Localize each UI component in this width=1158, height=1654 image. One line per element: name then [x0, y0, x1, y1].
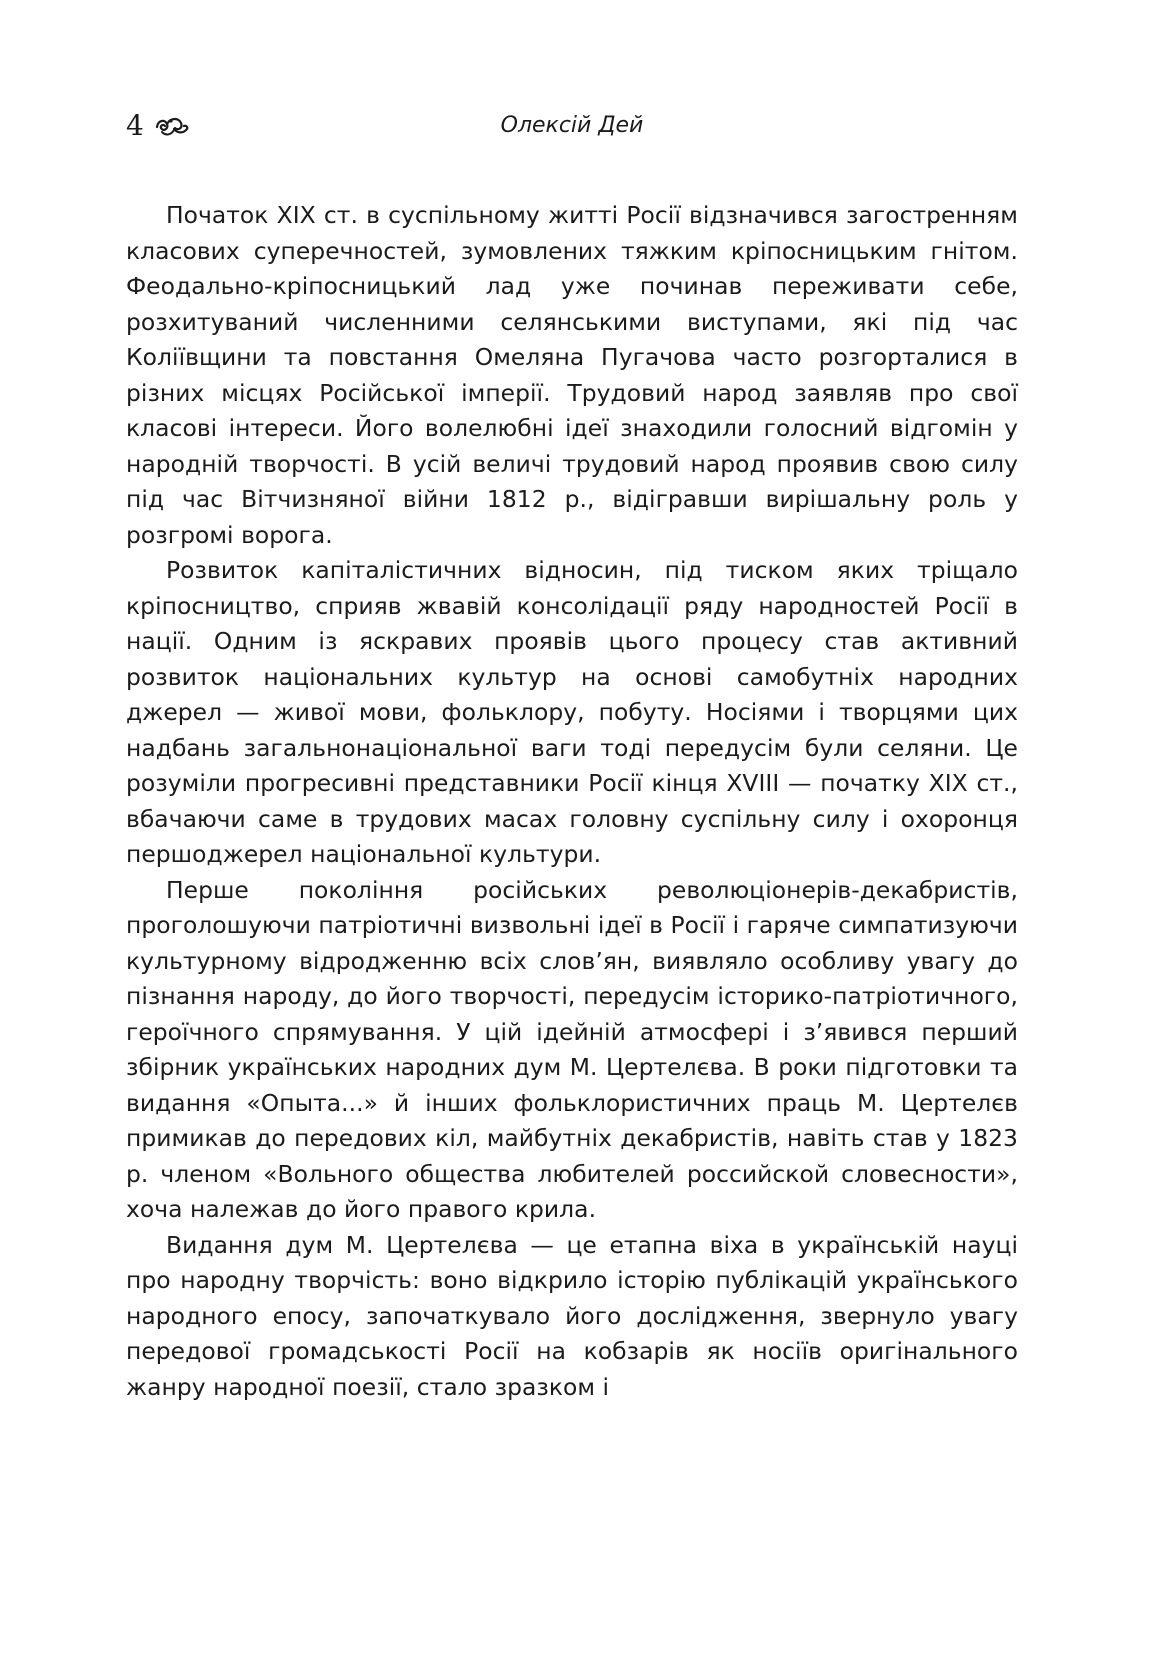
body-text: [126, 198, 1018, 1405]
paragraph: Перше покоління російських революціонерів-декабристів, проголошуючи патріотичні визвольні ідеї в Росії і гаряче симпатизуючи культурному відродженню всіх слов’ян, виявляло особливу увагу до пізнання народу, до його творчості, передусім історико-патріотичного, героїчного спрямування. У цій ідейній атмосфері і з’явився перший збірник українських народних дум М. Цертелєва. В роки підготовки та видання «Опыта...» й інших фольклористичних праць М. Цертелєв примикав до передових кіл, майбутніх декабристів, навіть став у 1823 р. членом «Вольного общества любителей российской словесности», хоча належав до його правого крила.: [126, 875, 1018, 1223]
page-number: 4: [126, 109, 144, 142]
page-header: [126, 106, 1018, 146]
paragraph: Початок XIX ст. в суспільному житті Росії відзначився загостренням класових суперечностей, зумовлених тяжким кріпосницьким гнітом. Феодально-кріпосницький лад уже починав переживати себе, розхитуваний численними селянськими виступами, які під час Коліївщини та повстання Омеляна Пугачова часто розгорталися в різних місцях Російської імперії. Трудовий народ заявляв про свої класові інтереси. Його волелюбні ідеї знаходили голосний відгомін у народній творчості. В усій величі трудовий народ проявив свою силу під час Вітчизняної війни 1812 р., відігравши вирішальну роль у розгромі ворога.: [126, 201, 1018, 549]
running-head-author: Олексій Дей: [500, 113, 644, 138]
paragraph: Видання дум М. Цертелєва — це етапна віха в українській науці про народну творчість: воно відкрило історію публікацій українського народного епосу, започаткувало його дослідження, звернуло увагу передової громадськості Росії на кобзарів як носіїв оригінального жанру народної поезії, стало зразком і: [126, 1230, 1018, 1401]
paragraph: Розвиток капіталістичних відносин, під тиском яких тріщало кріпосництво, сприяв жвавій консолідації ряду народностей Росії в нації. Одним із яскравих проявів цього процесу став активний розвиток національних культур на основі самобутніх народних джерел — живої мови, фольклору, побуту. Носіями і творцями цих надбань загальнонаціональної ваги тоді передусім були селяни. Це розуміли прогресивні представники Росії кінця XVIII — початку XIX ст., вбачаючи саме в трудових масах головну суспільну силу і охоронця першоджерел національної культури.: [126, 556, 1018, 868]
